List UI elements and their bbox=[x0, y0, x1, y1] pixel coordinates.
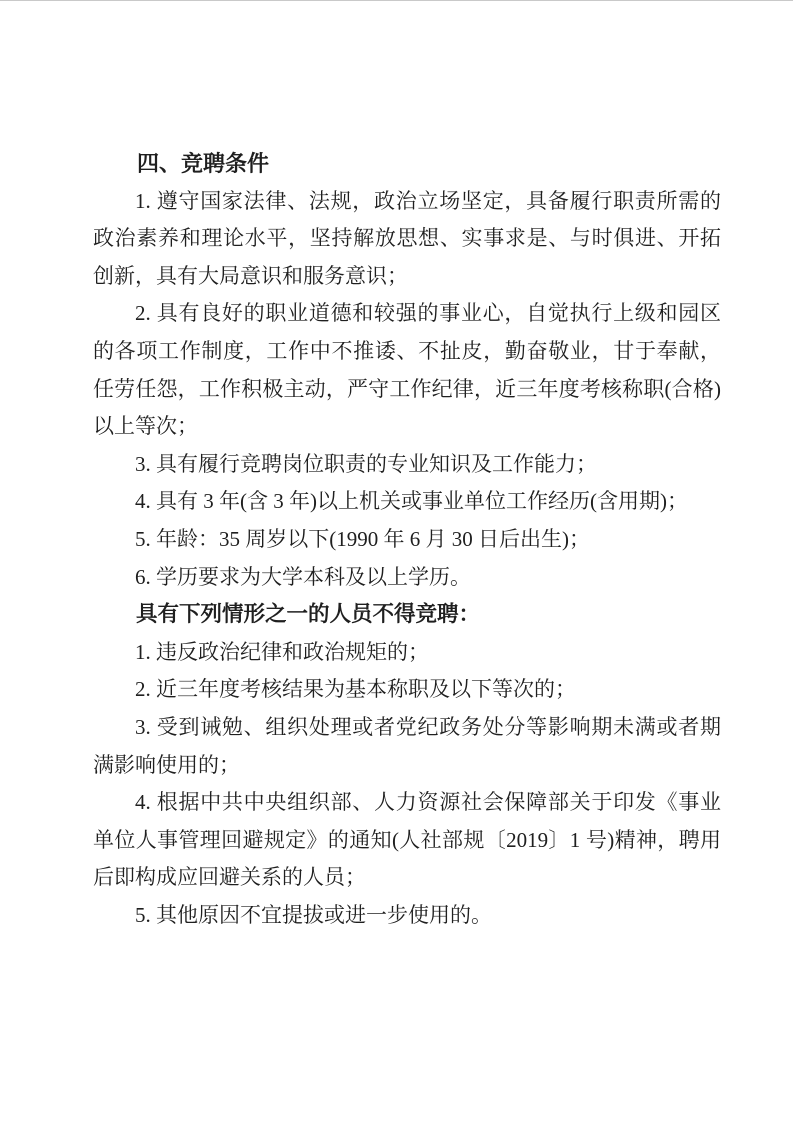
exclusion-paragraph-1: 1. 违反政治纪律和政治规矩的； bbox=[135, 639, 429, 664]
condition-paragraph-3: 3. 具有履行竞聘岗位职责的专业知识及工作能力； bbox=[135, 451, 597, 476]
exclusion-paragraph-5: 5. 其他原因不宜提拔或进一步使用的。 bbox=[135, 902, 492, 927]
exclusion-paragraph-4: 4. 根据中共中央组织部、人力资源社会保障部关于印发《事业单位人事管理回避规定》的通知(人社部规〔2019〕1 号)精神，聘用后即构成应回避关系的人员； bbox=[93, 790, 721, 890]
section-heading: 四、竞聘条件 bbox=[137, 151, 270, 176]
exclusion-heading: 具有下列情形之一的人员不得竞聘： bbox=[136, 602, 481, 627]
exclusion-paragraph-3: 3. 受到诫勉、组织处理或者党纪政务处分等影响期未满或者期满影响使用的； bbox=[93, 714, 721, 777]
condition-paragraph-1: 1. 遵守国家法律、法规，政治立场坚定，具备履行职责所需的政治素养和理论水平，坚持解放思想、实事求是、与时俱进、开拓创新，具有大局意识和服务意识； bbox=[93, 188, 721, 288]
condition-paragraph-5: 5. 年龄：35 周岁以下(1990 年 6 月 30 日后出生)； bbox=[135, 526, 590, 551]
condition-paragraph-2: 2. 具有良好的职业道德和较强的事业心，自觉执行上级和园区的各项工作制度，工作中不推诿、不扯皮，勤奋敬业，甘于奉献，任劳任怨，工作积极主动，严守工作纪律，近三年度考核称职(合格)以上等次； bbox=[93, 301, 721, 439]
exclusion-paragraph-2: 2. 近三年度考核结果为基本称职及以下等次的； bbox=[135, 677, 576, 702]
condition-paragraph-4: 4. 具有 3 年(含 3 年)以上机关或事业单位工作经历(含用期)； bbox=[135, 489, 688, 514]
condition-paragraph-6: 6. 学历要求为大学本科及以上学历。 bbox=[135, 564, 471, 589]
